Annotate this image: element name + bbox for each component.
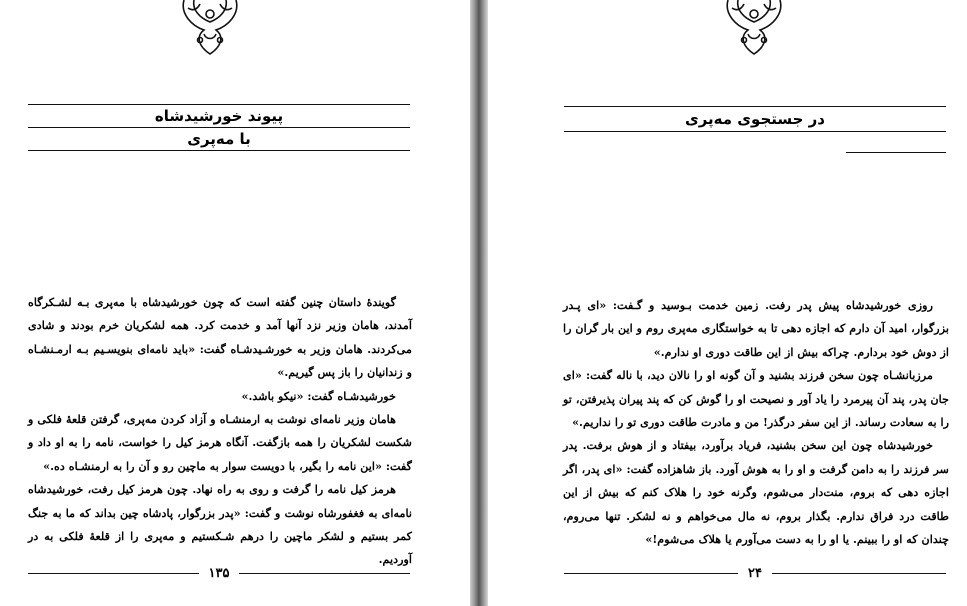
chapter-title-line2: با مه‌پری	[187, 130, 251, 148]
chapter-title-block	[28, 104, 410, 151]
left-page-footer	[28, 566, 410, 581]
page-number: ۱۳۵	[208, 566, 230, 581]
ornament-icon	[170, 0, 250, 58]
chapter-title: در جستجوی مه‌پری	[684, 110, 826, 128]
paragraph: مرزبانشـاه چون سخن فرزند بشنید و آن گونه او را نالان دید، با ناله گفت: «ای جان پدر، پند آن پیرمرد را یاد آور و نصیحت او را گوش کن که پند پیران پذیرفتن، تو را به سعادت رساند. از این سفر درگذر! من و مادرت طاقت دوری تو را نداریم.»	[563, 368, 949, 430]
right-page	[488, 0, 967, 606]
chapter-title-line1: پیوند خورشیدشاه	[154, 107, 284, 125]
paragraph: هامان وزیر نامه‌ای نوشت به ارمنشـاه و آزاد کردن مه‌پری، گرفتن قلعهٔ فلکی و شکست لشکریان را همه بازگفت. آنگاه هرمز کیل را خواست، نامه را به او داد و گفت: «این نامه را بگیر، با دویست سوار به ماچین رو و آن را به ارمنشـاه ده.»	[28, 412, 412, 473]
page-number: ۲۴	[748, 566, 762, 581]
chapter-title-block	[564, 106, 946, 153]
left-page	[0, 0, 470, 606]
ornament-icon	[714, 0, 794, 58]
paragraph: گویندهٔ داستان چنین گفته است که چون خورشیدشاه با مه‌پری بـه لشـکرگاه آمدند، هامان وزیر نزد آنها آمد و خدمت کرد. همه لشکریان خرم بودند و شادی می‌کردند. هامان وزیر به خورشـیدشـاه گفت: «باید نامه‌ای بنویسـیم بـه ارمـنشـاه و زندانیان را باز پس گیریم.»	[28, 295, 412, 380]
right-page-footer	[564, 566, 946, 581]
paragraph: خورشیدشاه چون این سخن بشنید، فریاد برآورد، بیفتاد و از هوش برفت. پدر سر فرزند را به دامن گرفت و او را به هوش آورد. باز شاهزاده گفت: «ای پدر، اگر اجازه دهی که بروم، منت‌دار می‌شوم، وگرنه خود را هلاک کنم که بیش از این طاقت درد فراق ندارم. بگذار بروم، نه مال می‌خواهم و نه لشکر. تنها می‌روم، چندان که او را ببینم. یا او را به دست می‌آورم یا هلاک می‌شوم!»	[563, 438, 949, 547]
right-body-text	[563, 294, 949, 551]
title-rule-bottom	[846, 152, 946, 153]
left-body-text	[28, 291, 412, 572]
title-rule-bottom	[28, 150, 410, 151]
paragraph: روزی خورشیدشاه پیش پدر رفت. زمین خدمت بـوسید و گـفت: «ای پـدر بزرگوار، امید آن دارم که اجازه دهی تا به خواستگاری مه‌پری روم و این بار گران را از دوش خود بردارم. چراکه بیش از این طاقت دوری او ندارم.»	[563, 298, 949, 359]
book-gutter	[470, 0, 488, 606]
paragraph: خورشیدشـاه گفت: «نیکو باشد.»	[241, 388, 396, 403]
paragraph: هرمز کیل نامه را گرفت و روی به راه نهاد. چون هرمز کیل رفت، خورشیدشاه نامه‌ای به فغفورشاه نوشت و گفت: «پدر بزرگوار، پادشاه چین بداند که ما به جنگ کمر بستیم و لشکر ماچین را درهم شـکستیم و مه‌پری را از قلعهٔ فلکی به در آوردیم.	[28, 482, 412, 567]
